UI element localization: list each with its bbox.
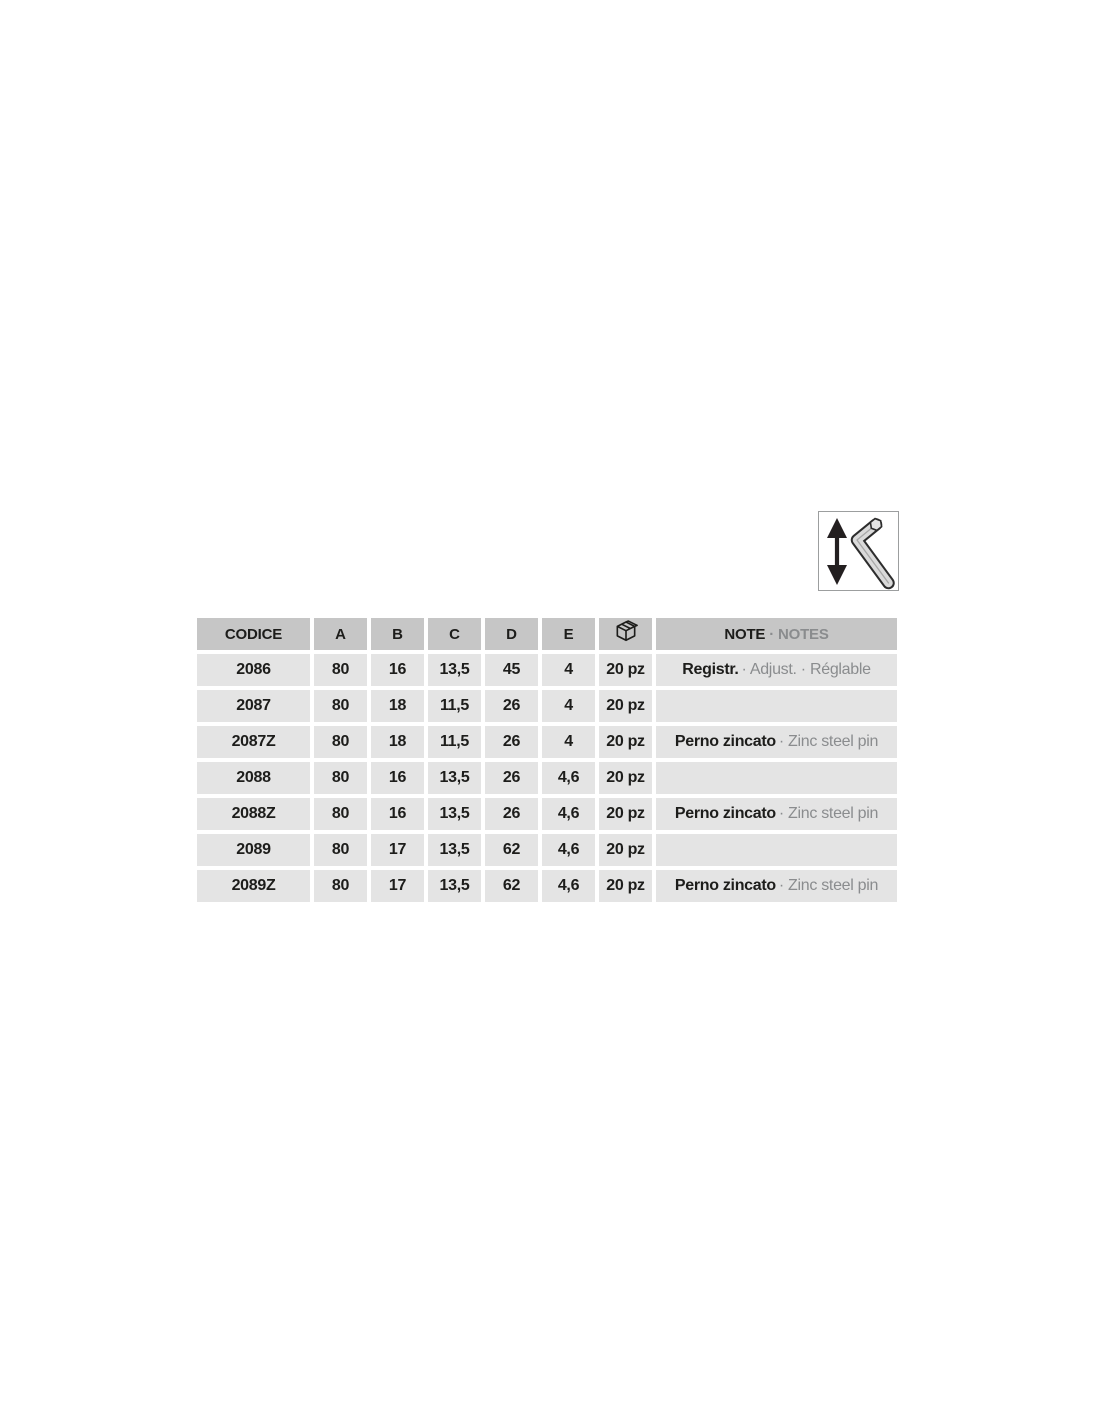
table-row xyxy=(197,834,897,866)
header-codice: CODICE xyxy=(197,618,310,650)
header-a: A xyxy=(314,618,367,650)
cell-d: 26 xyxy=(485,726,538,758)
note-secondary: · Zinc steel pin xyxy=(778,877,879,894)
cell-e: 4 xyxy=(542,654,595,686)
cell-d: 45 xyxy=(485,654,538,686)
cell-a: 80 xyxy=(314,762,367,794)
cell-b: 16 xyxy=(371,654,424,686)
cell-e: 4 xyxy=(542,726,595,758)
cell-notes xyxy=(656,870,897,902)
cell-codice: 2087Z xyxy=(197,726,310,758)
cell-c: 13,5 xyxy=(428,762,481,794)
cell-qty: 20 pz xyxy=(599,870,652,902)
cell-notes xyxy=(656,654,897,686)
cell-codice: 2087 xyxy=(197,690,310,722)
cell-c: 11,5 xyxy=(428,726,481,758)
cell-codice: 2088Z xyxy=(197,798,310,830)
header-notes xyxy=(656,618,897,650)
table-row xyxy=(197,726,897,758)
vertical-double-arrow-icon xyxy=(827,518,847,585)
cell-d: 26 xyxy=(485,798,538,830)
cell-c: 11,5 xyxy=(428,690,481,722)
cell-b: 17 xyxy=(371,870,424,902)
cell-b: 16 xyxy=(371,762,424,794)
cell-b: 18 xyxy=(371,726,424,758)
cell-qty: 20 pz xyxy=(599,690,652,722)
cell-b: 17 xyxy=(371,834,424,866)
cell-d: 62 xyxy=(485,870,538,902)
cell-qty: 20 pz xyxy=(599,726,652,758)
cell-d: 62 xyxy=(485,834,538,866)
cell-e: 4,6 xyxy=(542,762,595,794)
cell-d: 26 xyxy=(485,762,538,794)
note-primary: Perno zincato xyxy=(674,877,776,894)
cell-codice: 2086 xyxy=(197,654,310,686)
note-secondary: · Zinc steel pin xyxy=(778,733,879,750)
cell-qty: 20 pz xyxy=(599,798,652,830)
cell-notes xyxy=(656,798,897,830)
note-primary: Registr. xyxy=(682,661,739,678)
table-row xyxy=(197,762,897,794)
header-c: C xyxy=(428,618,481,650)
cell-c: 13,5 xyxy=(428,654,481,686)
cell-e: 4,6 xyxy=(542,834,595,866)
header-notes-secondary: · NOTES xyxy=(769,625,829,643)
cell-e: 4,6 xyxy=(542,798,595,830)
cell-notes xyxy=(656,762,897,794)
header-packaging xyxy=(599,618,652,650)
cell-notes xyxy=(656,834,897,866)
header-e: E xyxy=(542,618,595,650)
spec-table xyxy=(193,614,901,906)
note-secondary: · Adjust. · Réglable xyxy=(741,661,871,678)
cell-d: 26 xyxy=(485,690,538,722)
header-notes-primary: NOTE xyxy=(724,625,766,643)
allen-key-icon xyxy=(857,517,889,583)
package-box-icon xyxy=(613,620,639,644)
cell-qty: 20 pz xyxy=(599,762,652,794)
cell-c: 13,5 xyxy=(428,798,481,830)
cell-a: 80 xyxy=(314,690,367,722)
table-header-row xyxy=(197,618,897,650)
cell-notes xyxy=(656,726,897,758)
cell-codice: 2088 xyxy=(197,762,310,794)
cell-a: 80 xyxy=(314,834,367,866)
cell-c: 13,5 xyxy=(428,834,481,866)
table-row xyxy=(197,654,897,686)
cell-qty: 20 pz xyxy=(599,834,652,866)
cell-a: 80 xyxy=(314,870,367,902)
cell-b: 18 xyxy=(371,690,424,722)
cell-codice: 2089Z xyxy=(197,870,310,902)
cell-e: 4 xyxy=(542,690,595,722)
cell-b: 16 xyxy=(371,798,424,830)
adjustable-allen-key-icon xyxy=(819,512,898,590)
table-row xyxy=(197,690,897,722)
cell-notes xyxy=(656,690,897,722)
cell-codice: 2089 xyxy=(197,834,310,866)
cell-c: 13,5 xyxy=(428,870,481,902)
header-d: D xyxy=(485,618,538,650)
cell-e: 4,6 xyxy=(542,870,595,902)
cell-a: 80 xyxy=(314,654,367,686)
note-primary: Perno zincato xyxy=(674,805,776,822)
note-secondary: · Zinc steel pin xyxy=(778,805,879,822)
table-row xyxy=(197,798,897,830)
cell-a: 80 xyxy=(314,798,367,830)
adjustable-allen-key-icon-panel xyxy=(818,511,899,591)
table-row xyxy=(197,870,897,902)
cell-a: 80 xyxy=(314,726,367,758)
header-b: B xyxy=(371,618,424,650)
cell-qty: 20 pz xyxy=(599,654,652,686)
note-primary: Perno zincato xyxy=(674,733,776,750)
